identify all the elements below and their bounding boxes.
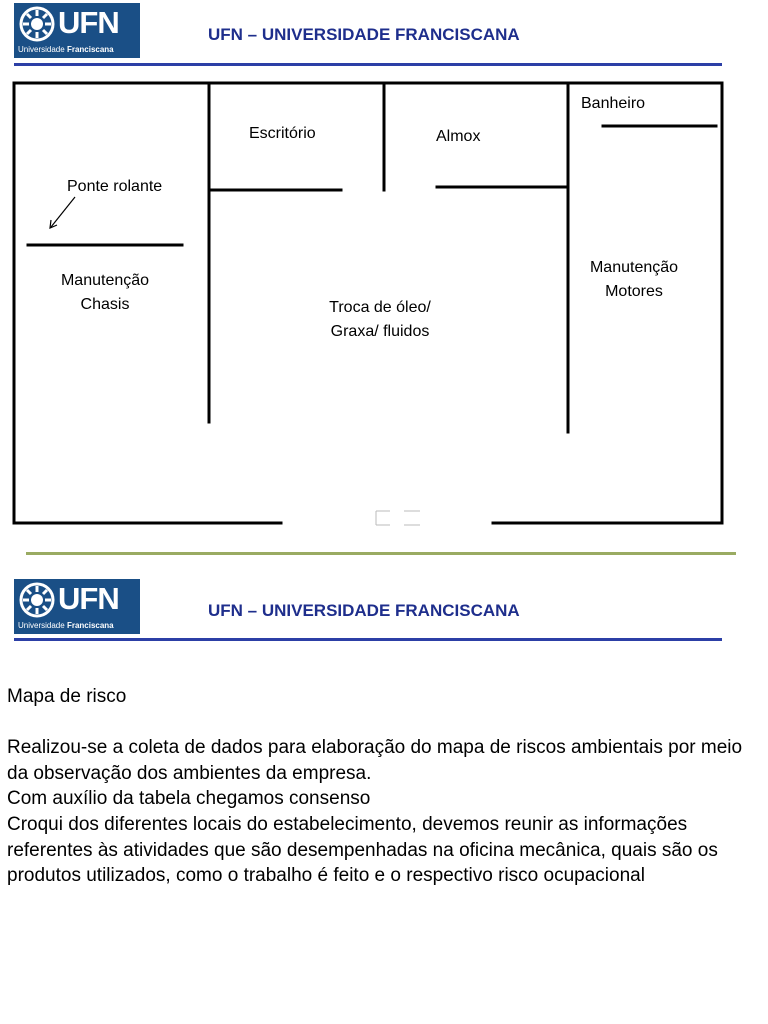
label-troca-oleo-line2: Graxa/ fluidos xyxy=(330,323,430,340)
logo-wordmark: UFN xyxy=(58,5,119,40)
label-banheiro: Banheiro xyxy=(581,95,646,112)
logo-subtitle-bold: Franciscana xyxy=(66,621,114,630)
arrow-icon xyxy=(50,197,75,228)
paragraph-sketch: Croqui dos diferentes locais do estabelecimento, devemos reunir as informações referentes às atividades que são desempenhadas na oficina mecânica, quais são os produtos utilizados, como o trabalho é feito e o respectivo risco ocupacional xyxy=(7,813,718,887)
label-manutencao-chasis-line1: Manutenção xyxy=(60,272,150,289)
franciscan-seal-icon xyxy=(19,582,55,618)
door-marker xyxy=(376,511,420,525)
label-troca-oleo xyxy=(310,296,450,344)
ufn-logo xyxy=(14,579,140,634)
label-escritorio: Escritório xyxy=(249,125,316,142)
label-almox: Almox xyxy=(436,128,481,145)
label-ponte-rolante: Ponte rolante xyxy=(67,178,163,195)
label-manutencao-motores xyxy=(580,256,688,304)
label-manutencao-chasis xyxy=(52,269,158,317)
header-title: UFN – UNIVERSIDADE FRANCISCANA xyxy=(208,601,520,620)
logo-subtitle xyxy=(18,621,114,631)
paragraph-consensus: Com auxílio da tabela chegamos consenso xyxy=(7,788,371,810)
section-heading: Mapa de risco xyxy=(7,686,127,707)
header-rule xyxy=(14,638,722,641)
logo-wordmark: UFN xyxy=(58,581,119,616)
label-troca-oleo-line1: Troca de óleo/ xyxy=(329,299,431,316)
logo-subtitle-bold: Franciscana xyxy=(66,45,114,54)
risk-map-text xyxy=(7,684,762,889)
label-manutencao-motores-line1: Manutenção xyxy=(589,259,679,276)
paragraph-data-collection: Realizou-se a coleta de dados para elaboração do mapa de riscos ambientais por meio da observação dos ambientes da empresa. xyxy=(7,737,743,784)
header-title: UFN – UNIVERSIDADE FRANCISCANA xyxy=(208,25,520,44)
logo-subtitle-regular: Universidade xyxy=(18,45,65,54)
label-manutencao-motores-line2: Motores xyxy=(605,283,663,300)
label-manutencao-chasis-line2: Chasis xyxy=(80,296,130,313)
paragraph-gap xyxy=(7,710,762,736)
slide-separator xyxy=(26,552,736,555)
logo-subtitle-regular: Universidade xyxy=(18,621,65,630)
